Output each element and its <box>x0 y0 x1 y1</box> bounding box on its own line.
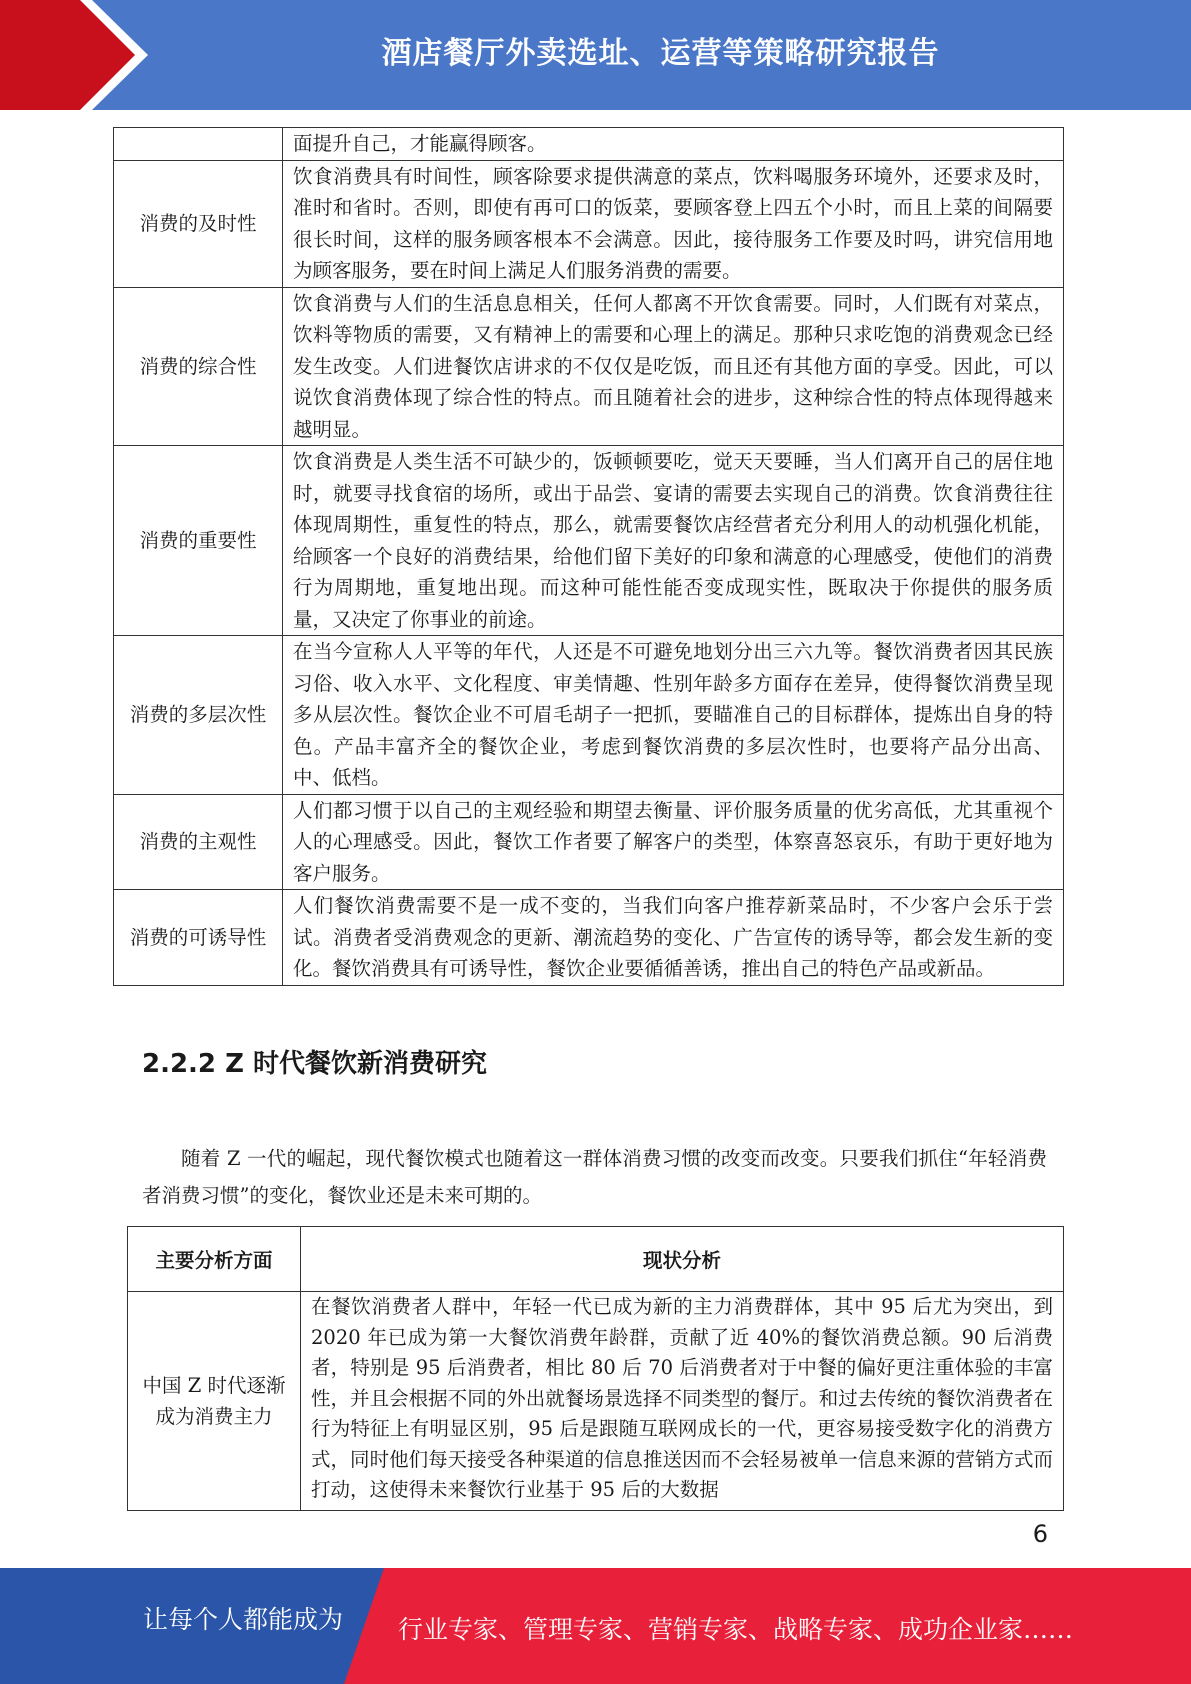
row-description: 饮食消费与人们的生活息息相关，任何人都离不开饮食需要。同时，人们既有对菜点，饮料等物质的需要，又有精神上的需要和心理上的满足。那种只求吃饱的消费观念已经发生改变。人们进餐饮店讲求的不仅仅是吃饭，而且还有其他方面的享受。因此，可以说饮食消费体现了综合性的特点。而且随着社会的进步，这种综合性的特点体现得越来越明显。 <box>283 287 1064 446</box>
row-label: 消费的多层次性 <box>114 636 283 795</box>
table-row <box>114 890 1064 986</box>
footer-slogan-left: 让每个人都能成为 <box>143 1605 344 1634</box>
consumption-traits-table <box>113 127 1064 986</box>
row-description: 在餐饮消费者人群中，年轻一代已成为新的主力消费群体，其中 95 后尤为突出，到 2020 年已成为第一大餐饮消费年龄群，贡献了近 40%的餐饮消费总额。90 后消费者，特别是 95 后消费者，相比 80 后 70 后消费者对于中餐的偏好更注重体验的丰富性，并且会根据不同的外出就餐场景选择不同类型的餐厅。和过去传统的餐饮消费者在行为特征上有明显区别，95 后是跟随互联网成长的一代，更容易接受数字化的消费方式，同时他们每天接受各种渠道的信息推送因而不会轻易被单一信息来源的营销方式而打动，这使得未来餐饮行业基于 95 后的大数据 <box>311 1295 1053 1501</box>
table-header-row <box>128 1227 1064 1292</box>
row-description: 人们餐饮消费需要不是一成不变的，当我们向客户推荐新菜品时，不少客户会乐于尝试。消费者受消费观念的更新、潮流趋势的变化、广告宣传的诱导等，都会发生新的变化。餐饮消费具有可诱导性，餐饮企业要循循善诱，推出自己的特色产品或新品。 <box>283 890 1064 986</box>
footer-slogan-right: 行业专家、管理专家、营销专家、战略专家、成功企业家…… <box>398 1615 1074 1644</box>
intro-paragraph: 随着 Z 一代的崛起，现代餐饮模式也随着这一群体消费习惯的改变而改变。只要我们抓住“年轻消费者消费习惯”的变化，餐饮业还是未来可期的。 <box>142 1146 1047 1207</box>
row-label: 消费的重要性 <box>114 446 283 636</box>
row-label: 消费的及时性 <box>114 160 283 287</box>
section-heading: 2.2.2 Z 时代餐饮新消费研究 <box>142 1049 487 1079</box>
table-row <box>114 160 1064 287</box>
table-row <box>114 794 1064 890</box>
table-row <box>128 1292 1064 1511</box>
z-generation-analysis-table <box>127 1226 1064 1511</box>
page-number: 6 <box>1032 1520 1048 1548</box>
table-row <box>114 287 1064 446</box>
row-label: 消费的综合性 <box>114 287 283 446</box>
table-row <box>114 128 1064 161</box>
row-description: 面提升自己，才能赢得顾客。 <box>283 128 1064 161</box>
column-header-analysis: 现状分析 <box>301 1227 1064 1292</box>
table-row <box>114 636 1064 795</box>
row-label: 消费的主观性 <box>114 794 283 890</box>
row-description: 饮食消费是人类生活不可缺少的，饭顿顿要吃，觉天天要睡，当人们离开自己的居住地时，就要寻找食宿的场所，或出于品尝、宴请的需要去实现自己的消费。饮食消费往往体现周期性，重复性的特点，那么，就需要餐饮店经营者充分利用人的动机强化机能，给顾客一个良好的消费结果，给他们留下美好的印象和满意的心理感受，使他们的消费行为周期地，重复地出现。而这种可能性能否变成现实性，既取决于你提供的服务质量，又决定了你事业的前途。 <box>283 446 1064 636</box>
row-label: 消费的可诱导性 <box>114 890 283 986</box>
report-title: 酒店餐厅外卖选址、运营等策略研究报告 <box>381 36 940 71</box>
row-description: 人们都习惯于以自己的主观经验和期望去衡量、评价服务质量的优劣高低，尤其重视个人的心理感受。因此，餐饮工作者要了解客户的类型，体察喜怒哀乐，有助于更好地为客户服务。 <box>283 794 1064 890</box>
row-description: 在当今宣称人人平等的年代，人还是不可避免地划分出三六九等。餐饮消费者因其民族习俗、收入水平、文化程度、审美情趣、性别年龄多方面存在差异，使得餐饮消费呈现多从层次性。餐饮企业不可眉毛胡子一把抓，要瞄准自己的目标群体，提炼出自身的特色。产品丰富齐全的餐饮企业，考虑到餐饮消费的多层次性时，也要将产品分出高、中、低档。 <box>283 636 1064 795</box>
table-row <box>114 446 1064 636</box>
row-description-cell <box>301 1292 1064 1511</box>
page-header <box>0 0 1191 110</box>
header-red-arrow-decoration <box>0 0 150 110</box>
row-label: 中国 Z 时代逐渐成为消费主力 <box>128 1292 301 1511</box>
column-header-aspect: 主要分析方面 <box>128 1227 301 1292</box>
row-description: 饮食消费具有时间性，顾客除要求提供满意的菜点，饮料喝服务环境外，还要求及时，准时和省时。否则，即使有再可口的饭菜，要顾客登上四五个小时，而且上菜的间隔要很长时间，这样的服务顾客根本不会满意。因此，接待服务工作要及时吗，讲究信用地为顾客服务，要在时间上满足人们服务消费的需要。 <box>283 160 1064 287</box>
row-label <box>114 128 283 161</box>
